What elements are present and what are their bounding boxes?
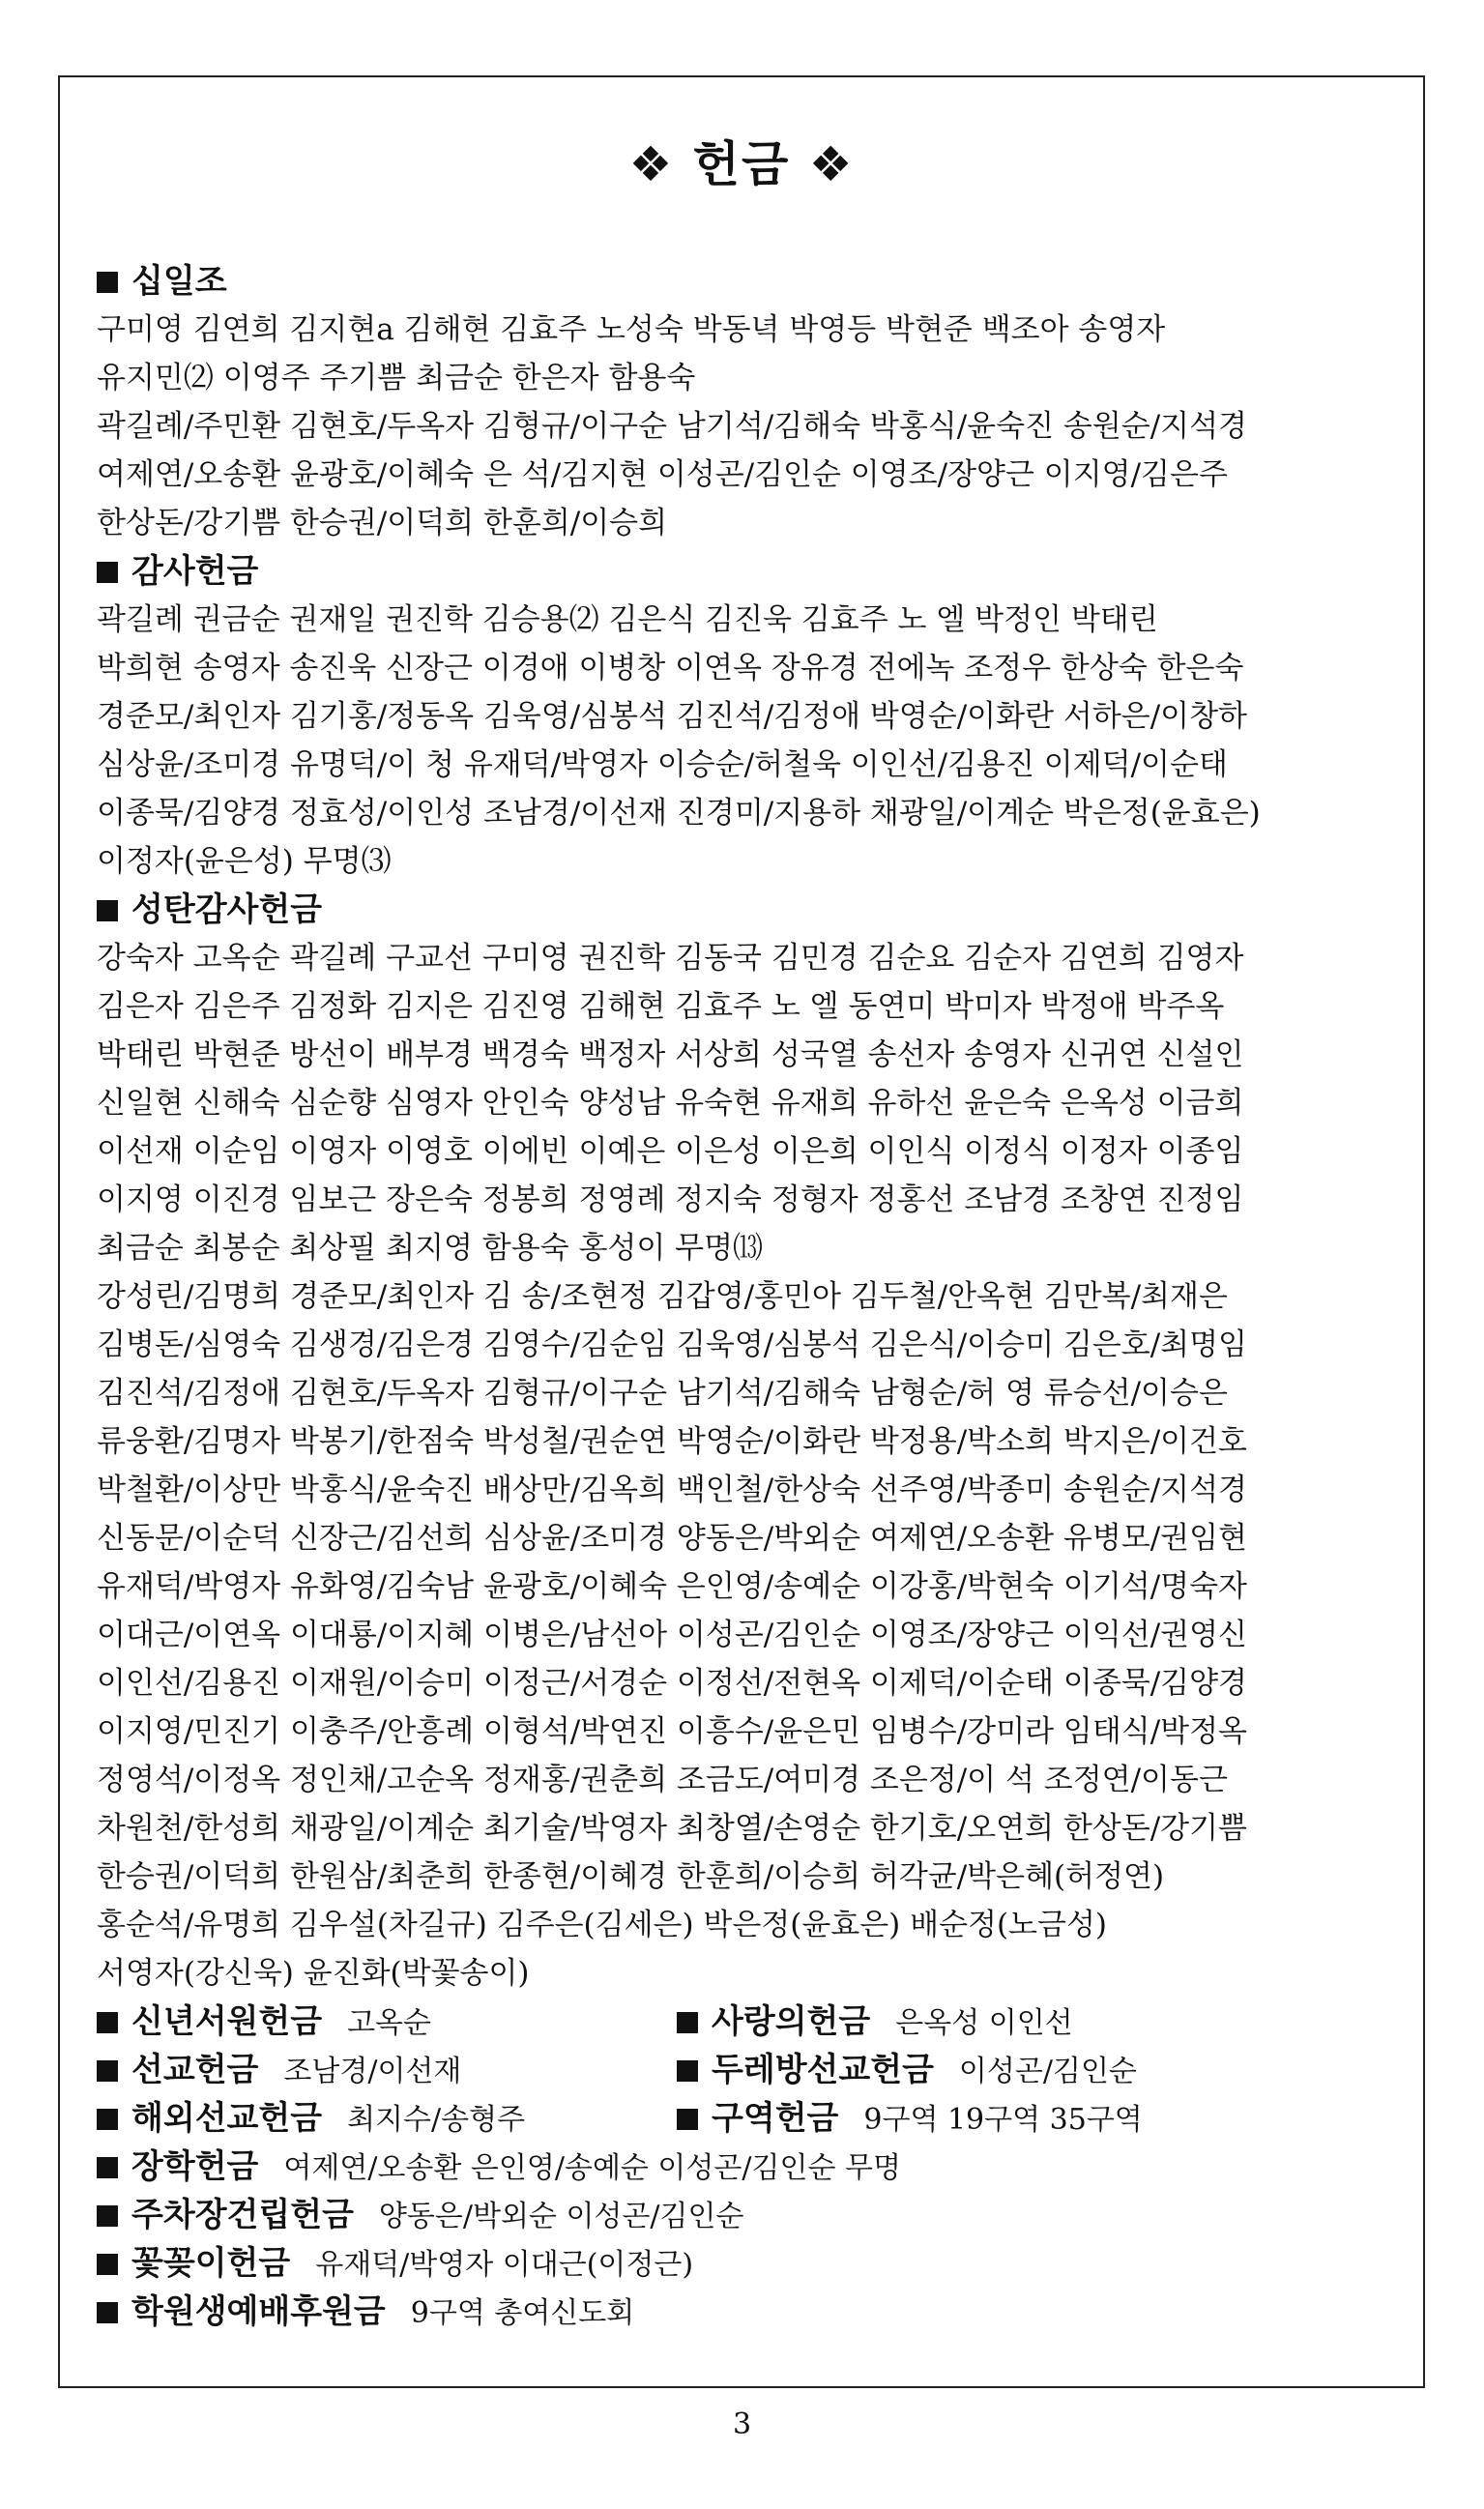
- section-heading-tithe: 십일조: [97, 257, 1392, 306]
- offering-overseas-mission: 해외선교헌금 최지수/송형주: [97, 2094, 677, 2143]
- names-line: 곽길례/주민환 김현호/두옥자 김형규/이구순 남기석/김해숙 박홍식/윤숙진 송원순/지석경: [97, 409, 1247, 444]
- names-line: 여제연/오송환 윤광호/이혜숙 은 석/김지현 이성곤/김인순 이영조/장양근 이지영/김은주: [97, 457, 1228, 492]
- names-line: 경준모/최인자 김기홍/정동옥 김욱영/심봉석 김진석/김정애 박영순/이화란 서하은/이창하: [97, 699, 1247, 734]
- names-line: 서영자(강신욱) 윤진화(박꽃송이): [97, 1956, 530, 1991]
- names-line: 최금순 최봉순 최상필 최지영 함용숙 홍성이 무명⒀: [97, 1231, 764, 1266]
- names-line: 김은자 김은주 김정화 김지은 김진영 김해현 김효주 노 엘 동연미 박미자 박정애 박주옥: [97, 989, 1225, 1024]
- names-line: 이선재 이순임 이영자 이영호 이에빈 이예은 이은성 이은희 이인식 이정식 이정자 이종임: [97, 1134, 1244, 1169]
- offering-new-year: 신년서원헌금 고옥순: [97, 1998, 677, 2046]
- offering-row: [97, 2046, 1392, 2094]
- section-heading-christmas: 성탄감사헌금: [97, 886, 1392, 934]
- names-line: 김병돈/심영숙 김생경/김은경 김영수/김순임 김욱영/심봉석 김은식/이승미 김은호/최명임: [97, 1327, 1247, 1362]
- names-line: 강성린/김명희 경준모/최인자 김 송/조현정 김갑영/홍민아 김두철/안옥현 김만복/최재은: [97, 1279, 1228, 1314]
- names-line: 이정자(윤은성) 무명⑶: [97, 844, 392, 879]
- offering-flowers: 꽃꽂이헌금 유재덕/박영자 이대근(이정근): [97, 2239, 1392, 2288]
- names-line: 이대근/이연옥 이대룡/이지혜 이병은/남선아 이성곤/김인순 이영조/장양근 이익선/권영신: [97, 1618, 1247, 1652]
- offering-district: 구역헌금 9구역 19구역 35구역: [677, 2094, 1353, 2143]
- names-line: 이인선/김용진 이재원/이승미 이정근/서경순 이정선/전현옥 이제덕/이순태 이종묵/김양경: [97, 1666, 1247, 1701]
- names-line: 한상돈/강기쁨 한승권/이덕희 한훈희/이승희: [97, 506, 668, 540]
- names-line: 이지영/민진기 이충주/안흥례 이형석/박연진 이흥수/윤은민 임병수/강미라 임태식/박정옥: [97, 1714, 1247, 1749]
- names-line: 신동문/이순덕 신장근/김선희 심상윤/조미경 양동은/박외순 여제연/오송환 유병모/권임현: [97, 1521, 1247, 1556]
- square-bullet-icon: [97, 900, 118, 921]
- square-bullet-icon: [677, 2109, 698, 2130]
- names-line: 정영석/이정옥 정인채/고순옥 정재홍/권춘희 조금도/여미경 조은정/이 석 조정연/이동근: [97, 1763, 1228, 1797]
- square-bullet-icon: [97, 2109, 118, 2130]
- names-line: 신일현 신해숙 심순향 심영자 안인숙 양성남 유숙현 유재희 유하선 윤은숙 은옥성 이금희: [97, 1086, 1244, 1121]
- offering-durebang-mission: 두레방선교헌금 이성곤/김인순: [677, 2046, 1353, 2094]
- names-line: 박철환/이상만 박홍식/윤숙진 배상만/김옥희 백인철/한상숙 선주영/박종미 송원순/지석경: [97, 1473, 1247, 1507]
- names-line: 이종묵/김양경 정효성/이인성 조남경/이선재 진경미/지용하 채광일/이계순 박은정(윤효은): [97, 796, 1261, 831]
- offering-love: 사랑의헌금 은옥성 이인선: [677, 1998, 1353, 2046]
- names-line: 홍순석/유명희 김우설(차길규) 김주은(김세은) 박은정(윤효은) 배순정(노금성): [97, 1908, 1107, 1942]
- square-bullet-icon: [677, 2060, 698, 2082]
- square-bullet-icon: [97, 562, 118, 583]
- names-line: 류웅환/김명자 박봉기/한점숙 박성철/권순연 박영순/이화란 박정용/박소희 박지은/이건호: [97, 1424, 1247, 1459]
- offering-list: [97, 257, 1392, 2336]
- section-heading-thanks: 감사헌금: [97, 547, 1392, 596]
- page-number: 3: [732, 2407, 752, 2441]
- page-title: ❖ 헌금 ❖: [628, 136, 855, 192]
- square-bullet-icon: [97, 2060, 118, 2082]
- names-line: 한승권/이덕희 한원삼/최춘희 한종현/이혜경 한훈희/이승희 허각균/박은혜(허정연): [97, 1859, 1165, 1894]
- page-frame: [58, 75, 1425, 2388]
- square-bullet-icon: [97, 2012, 118, 2033]
- names-line: 구미영 김연희 김지현a 김해현 김효주 노성숙 박동녁 박영등 박현준 백조아 송영자: [97, 312, 1166, 347]
- names-line: 이지영 이진경 임보근 장은숙 정봉희 정영례 정지숙 정형자 정홍선 조남경 조창연 진정임: [97, 1182, 1244, 1217]
- names-line: 박희현 송영자 송진욱 신장근 이경애 이병창 이연옥 장유경 전에녹 조정우 한상숙 한은숙: [97, 651, 1244, 686]
- offering-row: [97, 2094, 1392, 2143]
- names-line: 차원천/한성희 채광일/이계순 최기술/박영자 최창열/손영순 한기호/오연희 한상돈/강기쁨: [97, 1811, 1247, 1846]
- offering-student-worship: 학원생예배후원금 9구역 총여신도회: [97, 2288, 1392, 2336]
- square-bullet-icon: [97, 2157, 118, 2178]
- offering-row: [97, 1998, 1392, 2046]
- names-line: 유재덕/박영자 유화영/김숙남 윤광호/이혜숙 은인영/송예순 이강홍/박현숙 이기석/명숙자: [97, 1569, 1247, 1604]
- names-line: 김진석/김정애 김현호/두옥자 김형규/이구순 남기석/김해숙 남형순/허 영 류승선/이승은: [97, 1376, 1228, 1411]
- square-bullet-icon: [97, 2302, 118, 2323]
- square-bullet-icon: [97, 2205, 118, 2227]
- names-line: 강숙자 고옥순 곽길례 구교선 구미영 권진학 김동국 김민경 김순요 김순자 김연희 김영자: [97, 941, 1244, 976]
- names-line: 심상윤/조미경 유명덕/이 청 유재덕/박영자 이승순/허철욱 이인선/김용진 이제덕/이순태: [97, 747, 1228, 782]
- square-bullet-icon: [97, 2254, 118, 2275]
- offering-mission: 선교헌금 조남경/이선재: [97, 2046, 677, 2094]
- offering-parking-lot: 주차장건립헌금 양동은/박외순 이성곤/김인순: [97, 2191, 1392, 2239]
- names-line: 유지민⑵ 이영주 주기쁨 최금순 한은자 함용숙: [97, 361, 696, 395]
- names-line: 박태린 박현준 방선이 배부경 백경숙 백정자 서상희 성국열 송선자 송영자 신귀연 신설인: [97, 1037, 1244, 1072]
- square-bullet-icon: [677, 2012, 698, 2033]
- names-line: 곽길례 권금순 권재일 권진학 김승용⑵ 김은식 김진욱 김효주 노 엘 박정인 박태린: [97, 602, 1158, 637]
- square-bullet-icon: [97, 272, 118, 293]
- offering-scholarship: 장학헌금 여제연/오송환 은인영/송예순 이성곤/김인순 무명: [97, 2143, 1392, 2191]
